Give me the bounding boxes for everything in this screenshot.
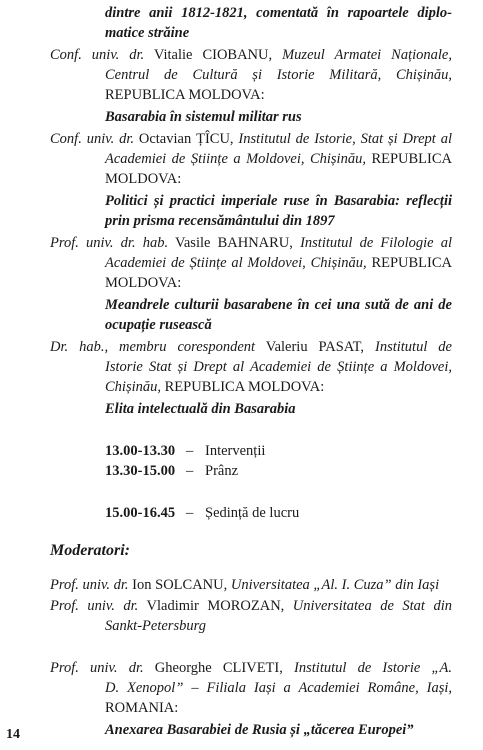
academic-title: Conf. univ. dr. (50, 131, 134, 147)
academic-title: Conf. univ. dr. (50, 47, 145, 63)
moderator-name: Vladimir MOROZAN, (146, 598, 285, 614)
moderators-heading: Moderatori: (50, 542, 130, 559)
affiliation-line: Istorie Stat și Drept al Academiei de Științe a Moldovei, (105, 359, 452, 375)
page-number: 14 (6, 727, 20, 742)
speaker-name: Octavian ȚÎCU, (138, 131, 234, 147)
speaker-name: Vitalie CIOBANU, (153, 47, 273, 63)
affiliation: Academiei de Științe a Moldovei, Chișinău, (105, 151, 366, 167)
affiliation-line (105, 252, 452, 274)
affiliation: Institutul de Istorie „A. (294, 660, 452, 676)
speaker-line (50, 336, 452, 358)
schedule-time: 13.00-13.30 (105, 443, 176, 459)
paper-title-line-1: Meandrele culturii basarabene în cei una sută de ani de (105, 297, 452, 313)
schedule-dash: – (186, 505, 194, 521)
country: REPUBLICA (371, 255, 453, 271)
academic-title: Prof. univ. dr. hab. (50, 235, 169, 251)
moderator-name: Ion SOLCANU, (132, 577, 228, 593)
affiliation: Chișinău, (105, 379, 161, 395)
affiliation: Muzeul Armatei Naționale, (282, 47, 452, 63)
affiliation-line (105, 376, 324, 398)
affiliation-line: D. Xenopol” – Filiala Iași a Academiei Române, Iași, (105, 680, 452, 696)
country: MOLDOVA: (105, 275, 182, 291)
schedule-time: 15.00-16.45 (105, 505, 176, 521)
paper-title-line-1: Politici și practici imperiale ruse în Basarabia: reflecții (105, 193, 452, 209)
country: REPUBLICA (371, 151, 453, 167)
schedule-dash: – (186, 443, 194, 459)
academic-title: Prof. univ. dr. (50, 598, 139, 614)
country: REPUBLICA MOLDOVA: (105, 87, 265, 103)
affiliation: Universitatea de Stat din (292, 598, 452, 614)
affiliation-line: Sankt-Petersburg (105, 618, 206, 634)
paper-title: Elita intelectuală din Basarabia (105, 401, 296, 417)
speaker-line (50, 128, 452, 150)
affiliation-line: Centrul de Cultură și Istorie Militară, Chișinău, (105, 67, 452, 83)
affiliation-line (105, 148, 452, 170)
schedule-activity: Intervenții (205, 443, 266, 459)
paper-title-line-2: matice străine (105, 25, 190, 41)
affiliation: Academiei de Științe al Moldovei, Chișinău, (105, 255, 367, 271)
country: REPUBLICA MOLDOVA: (164, 379, 325, 395)
schedule-activity: Ședință de lucru (205, 505, 300, 521)
academic-title: Prof. univ. dr. (50, 577, 129, 593)
speaker-line (50, 44, 452, 66)
affiliation: Universitatea „Al. I. Cuza” din Iași (230, 577, 440, 593)
speaker-name: Valeriu PASAT, (265, 339, 365, 355)
affiliation: Institutul de (374, 339, 452, 355)
paper-title-line-1: dintre anii 1812-1821, comentată în rapoartele diplo- (105, 5, 452, 21)
paper-title-line-2: prin prisma recensământului din 1897 (105, 213, 335, 229)
paper-title-line-2: ocupație rusească (105, 317, 212, 333)
speaker-name: Vasile BAHNARU, (175, 235, 293, 251)
schedule-dash: – (186, 463, 194, 479)
schedule-time: 13.30-15.00 (105, 463, 176, 479)
academic-title: Dr. hab., membru corespondent (50, 339, 256, 355)
country: MOLDOVA: (105, 171, 182, 187)
speaker-line (50, 657, 452, 679)
paper-title: Basarabia în sistemul militar rus (105, 109, 302, 125)
speaker-line (50, 232, 452, 254)
speaker-name: Gheorghe CLIVETI, (154, 660, 283, 676)
schedule-activity: Prânz (205, 463, 239, 479)
academic-title: Prof. univ. dr. (50, 660, 144, 676)
country: ROMANIA: (105, 700, 179, 716)
affiliation: Institutul de Istorie, Stat și Drept al (238, 131, 452, 147)
moderator-line (50, 574, 439, 596)
affiliation: Institutul de Filologie al (300, 235, 453, 251)
paper-title: Anexarea Basarabiei de Rusia și „tăcerea Europei” (105, 722, 414, 738)
moderator-line (50, 595, 452, 617)
